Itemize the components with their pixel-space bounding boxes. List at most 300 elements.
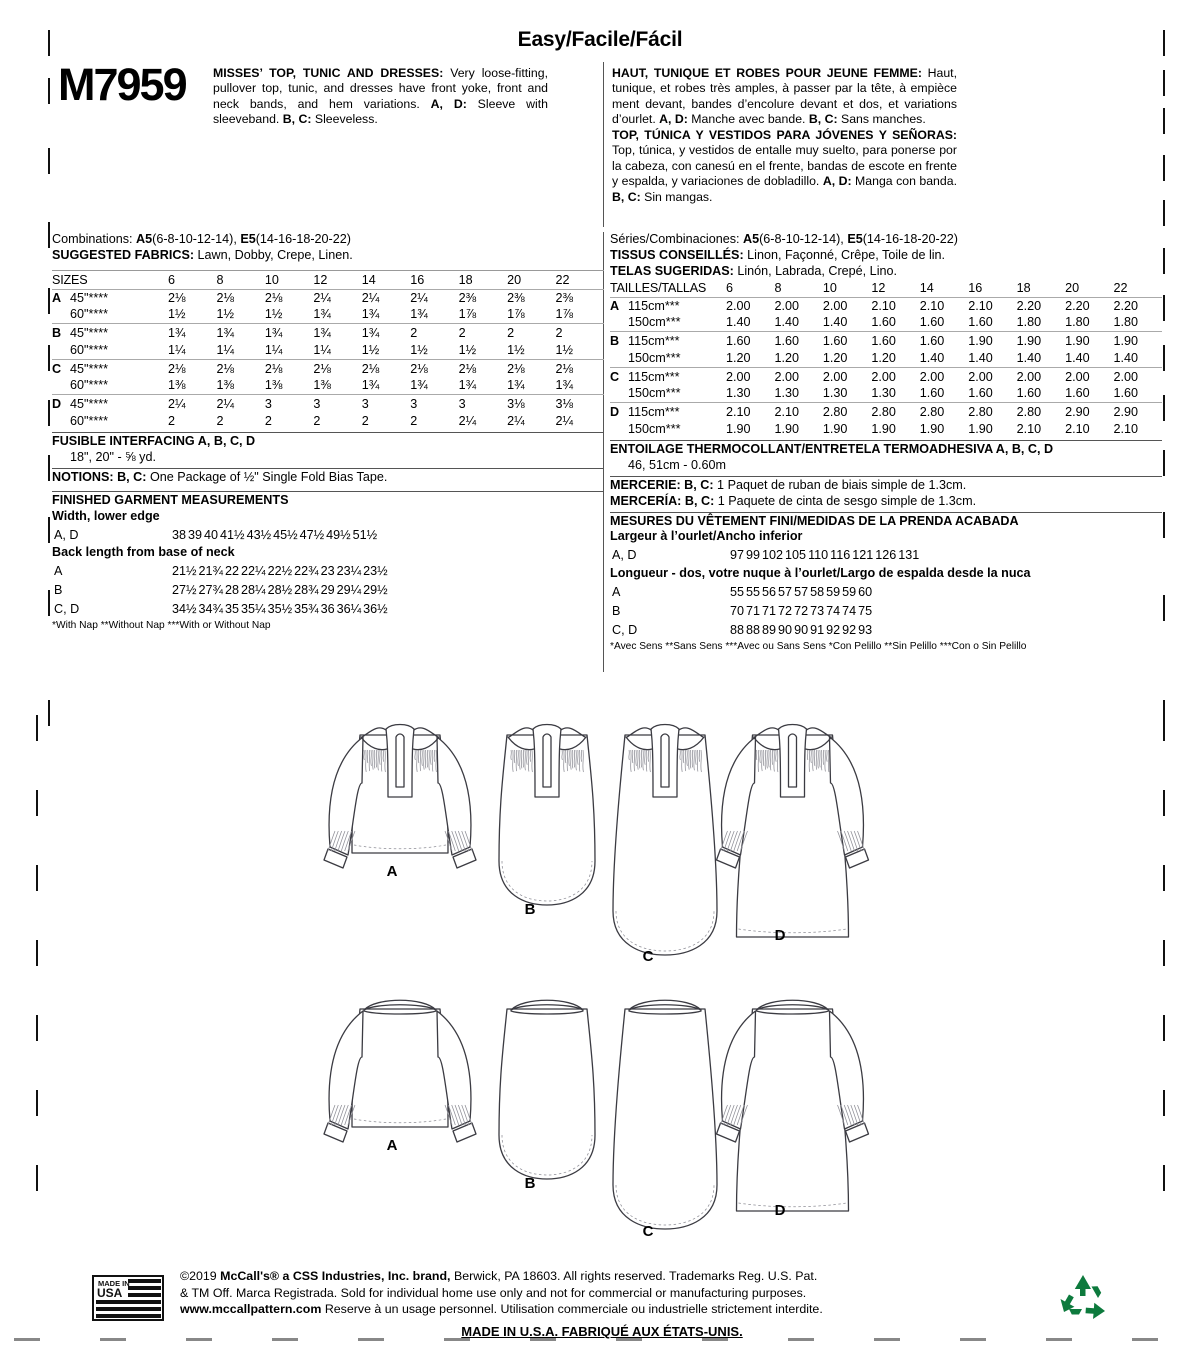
measurement-value: 36½ bbox=[363, 601, 388, 616]
yardage-value: 2¼ bbox=[555, 413, 574, 428]
crop-tick bbox=[14, 1338, 40, 1341]
yardage-value: 3 bbox=[313, 395, 361, 413]
view-letter: A bbox=[52, 290, 62, 305]
combo-e5-right: E5 bbox=[847, 232, 863, 246]
view-letter: B bbox=[52, 324, 70, 342]
measurement-value: 72 bbox=[778, 603, 793, 618]
measurement-value: 71 bbox=[746, 603, 761, 618]
yardage-value: 1⅜ bbox=[313, 378, 331, 393]
yardage-value: 2.10 bbox=[968, 298, 993, 313]
table-row bbox=[610, 421, 1162, 438]
yardage-value: 2 bbox=[507, 324, 555, 342]
svg-text:MADE IN: MADE IN bbox=[98, 1279, 130, 1288]
fgm-width-title-left: Width, lower edge bbox=[52, 508, 160, 523]
yardage-value: 2 bbox=[556, 324, 605, 342]
size-column-header: 12 bbox=[313, 272, 361, 289]
fabric-width-label: 115cm*** bbox=[628, 403, 726, 421]
nap-footnote-right: *Avec Sens **Sans Sens ***Avec ou Sans Sens *Con Pelillo **Sin Pelillo ***Con o Sin Pelillo bbox=[610, 641, 1027, 653]
description-french-ad: A, D: bbox=[659, 112, 688, 127]
figure-label-d: D bbox=[774, 1202, 786, 1219]
fgm-length-table-metric bbox=[610, 582, 874, 640]
table-row bbox=[52, 342, 604, 359]
measurement-value: 23½ bbox=[363, 564, 388, 579]
measurement-value: 36 bbox=[320, 601, 335, 616]
crop-tick bbox=[48, 517, 50, 543]
yardage-value: 1¾ bbox=[555, 378, 574, 393]
view-letter bbox=[610, 421, 628, 438]
yardage-value: 2 bbox=[361, 413, 369, 428]
table-row bbox=[610, 403, 1162, 421]
table-row bbox=[54, 582, 388, 599]
size-column-header: 10 bbox=[823, 280, 871, 297]
yardage-value: 1¼ bbox=[264, 342, 283, 357]
yardage-value: 1¾ bbox=[313, 307, 331, 322]
yardage-value: 1¾ bbox=[361, 307, 380, 322]
fabrics-spanish-label: TELAS SUGERIDAS: bbox=[610, 263, 734, 278]
yardage-value: 1.90 bbox=[968, 332, 1016, 350]
page-title: M7959 bbox=[58, 59, 186, 110]
measurement-value: 60 bbox=[858, 585, 873, 600]
interfacing-title-right: ENTOILAGE THERMOCOLLANT/ENTRETELA TERMOADHESIVA A, B, C, D bbox=[610, 441, 1054, 456]
view-letter bbox=[610, 350, 628, 367]
measurement-row-label: B bbox=[54, 582, 63, 597]
website-link[interactable]: www.mccallpattern.com bbox=[180, 1302, 322, 1316]
crop-tick bbox=[48, 222, 50, 248]
notions-french-label: MERCERIE: bbox=[610, 477, 681, 492]
fgm-title-right: MESURES DU VÊTEMENT FINI/MEDIDAS DE LA PRENDA ACABADA bbox=[610, 513, 1019, 528]
figure-label-c: C bbox=[642, 1223, 654, 1240]
view-letter: C bbox=[610, 367, 628, 385]
yardage-value: 2.80 bbox=[871, 403, 919, 421]
measurement-value: 35½ bbox=[267, 601, 293, 616]
view-letter bbox=[610, 385, 628, 402]
view-letter bbox=[52, 342, 70, 359]
measurement-value: 35¾ bbox=[294, 601, 319, 616]
yardage-value: 1.40 bbox=[1065, 350, 1090, 365]
crop-tick bbox=[1163, 450, 1165, 476]
crop-tick bbox=[48, 148, 50, 174]
crop-tick bbox=[1163, 395, 1165, 421]
size-column-header: 8 bbox=[216, 272, 264, 289]
table-row bbox=[610, 332, 1162, 350]
yardage-value: 1.40 bbox=[774, 315, 799, 330]
measurement-row-label: C, D bbox=[54, 601, 80, 616]
yardage-value: 1.90 bbox=[871, 421, 896, 436]
yardage-value: 1.90 bbox=[1017, 332, 1065, 350]
table-row bbox=[612, 603, 872, 620]
table-header-row bbox=[52, 272, 604, 289]
yardage-value: 1½ bbox=[264, 307, 283, 322]
notions-spanish-value: 1 Paquete de cinta de sesgo simple de 1.3cm. bbox=[714, 493, 977, 508]
yardage-value: 2⅛ bbox=[556, 359, 605, 377]
fabrics-french-label: TISSUS CONSEILLÉS: bbox=[610, 247, 744, 262]
yardage-value: 2.20 bbox=[1113, 298, 1139, 313]
yardage-value: 1.90 bbox=[968, 421, 993, 436]
measurement-value: 102 bbox=[762, 548, 784, 563]
fgm-length-title-right: Longueur - dos, votre nuque à l’ourlet/Largo de espalda desde la nuca bbox=[610, 566, 1031, 581]
yardage-value: 2 bbox=[264, 413, 272, 428]
divider bbox=[52, 270, 604, 271]
measurement-value: 91 bbox=[810, 622, 825, 637]
yardage-value: 1.60 bbox=[919, 386, 945, 401]
yardage-table-imperial bbox=[52, 272, 604, 430]
size-column-header: 16 bbox=[968, 280, 1016, 297]
yardage-value: 2.20 bbox=[1016, 298, 1042, 313]
description-english bbox=[213, 66, 548, 128]
yardage-value: 2.00 bbox=[1114, 367, 1163, 385]
measurement-value: 29¼ bbox=[336, 582, 362, 597]
description-french-bc: B, C: bbox=[808, 112, 838, 127]
divider bbox=[610, 476, 1162, 477]
copyright-line-3-rest: Reserve à un usage personnel. Utilisation commerciale ou industrielle strictement interdite. bbox=[321, 1302, 823, 1316]
yardage-value: 2.80 bbox=[823, 403, 871, 421]
yardage-value: 1.60 bbox=[871, 332, 919, 350]
yardage-value: 1.60 bbox=[871, 315, 896, 330]
yardage-value: 1½ bbox=[168, 307, 186, 322]
fabric-width-label: 45"**** bbox=[70, 395, 168, 413]
measurement-value: 110 bbox=[808, 548, 829, 563]
size-column-header: 14 bbox=[920, 280, 968, 297]
yardage-value: 1⅞ bbox=[555, 307, 574, 322]
measurement-value: 71 bbox=[762, 603, 777, 618]
yardage-value: 2 bbox=[313, 413, 321, 428]
measurement-value: 55 bbox=[730, 585, 745, 600]
yardage-value: 1¾ bbox=[362, 324, 410, 342]
notions-spanish-views: B, C: bbox=[684, 493, 715, 508]
yardage-value: 1.40 bbox=[822, 315, 848, 330]
view-letter: A bbox=[610, 298, 620, 313]
yardage-value: 2.10 bbox=[1016, 421, 1042, 436]
brand-name: McCall's® a CSS Industries, Inc. brand, bbox=[220, 1269, 451, 1283]
measurement-value: 22½ bbox=[267, 564, 293, 579]
measurement-value: 45½ bbox=[273, 527, 298, 542]
yardage-value: 1.90 bbox=[774, 421, 799, 436]
footer bbox=[92, 1268, 1112, 1358]
measurement-row-label: B bbox=[612, 603, 621, 618]
size-column-header: 6 bbox=[168, 272, 216, 289]
suggested-fabrics-value: Lawn, Dobby, Crepe, Linen. bbox=[194, 247, 353, 262]
yardage-value: 2.00 bbox=[1017, 367, 1065, 385]
yardage-value: 1¾ bbox=[313, 324, 361, 342]
view-letter bbox=[52, 413, 70, 430]
notions-value: One Package of ½" Single Fold Bias Tape. bbox=[146, 469, 388, 484]
yardage-value: 2.00 bbox=[968, 367, 1016, 385]
metric-info-panel bbox=[610, 232, 1162, 654]
svg-text:USA: USA bbox=[97, 1286, 123, 1300]
size-column-header: 22 bbox=[1114, 280, 1163, 297]
view-letter bbox=[52, 306, 70, 323]
figure-label-a: A bbox=[386, 1137, 398, 1154]
yardage-value: 2¼ bbox=[458, 413, 477, 428]
fabrics-french-line bbox=[610, 248, 1162, 264]
yardage-value: 2.00 bbox=[726, 298, 751, 313]
description-spanish-ad-text: Manga con banda. bbox=[851, 174, 957, 189]
measurement-value: 57 bbox=[794, 585, 809, 600]
combo-a5-right: A5 bbox=[743, 232, 760, 246]
yardage-value: 1.90 bbox=[726, 421, 751, 436]
yardage-value: 1¾ bbox=[361, 378, 380, 393]
figure-label-d: D bbox=[774, 927, 786, 944]
copyright-text bbox=[180, 1268, 1040, 1318]
fgm-length-table-imperial bbox=[52, 561, 390, 619]
combinations-label-left: Combinations: bbox=[52, 232, 133, 246]
sizes-header: TAILLES/TALLAS bbox=[610, 280, 726, 297]
measurement-value: 28¾ bbox=[294, 582, 319, 597]
divider bbox=[610, 512, 1162, 513]
crop-tick bbox=[1163, 512, 1165, 538]
yardage-value: 1.90 bbox=[1114, 332, 1163, 350]
description-english-title: MISSES’ TOP, TUNIC AND DRESSES: bbox=[213, 66, 444, 80]
copyright-line-3 bbox=[180, 1301, 1040, 1318]
column-divider-top bbox=[603, 62, 604, 227]
combo-e5-left: E5 bbox=[240, 232, 256, 246]
difficulty-label: Easy/Facile/Fácil bbox=[517, 28, 683, 51]
measurement-row-label: C, D bbox=[612, 622, 638, 637]
yardage-value: 1.80 bbox=[1065, 315, 1090, 330]
combo-a5-left: A5 bbox=[136, 232, 153, 246]
crop-tick bbox=[48, 288, 50, 314]
yardage-value: 1⅞ bbox=[507, 307, 525, 322]
yardage-value: 2.00 bbox=[774, 298, 799, 313]
yardage-value: 1.30 bbox=[726, 386, 751, 401]
description-english-body: Very loose-fitting, pullover top, tunic, and dresses have front yoke, front and neck bands, and hem variations. bbox=[213, 66, 548, 111]
description-english-ad: A, D: bbox=[430, 96, 467, 111]
yardage-value: 2⅛ bbox=[216, 359, 264, 377]
fabric-width-label: 150cm*** bbox=[628, 421, 681, 436]
divider bbox=[610, 440, 1162, 441]
view-letter: B bbox=[610, 332, 628, 350]
yardage-value: 1.90 bbox=[919, 421, 945, 436]
view-letter: D bbox=[52, 395, 70, 413]
yardage-value: 2.10 bbox=[1065, 421, 1090, 436]
description-french-spanish bbox=[612, 66, 957, 205]
copyright-symbol-year: ©2019 bbox=[180, 1269, 221, 1283]
nap-footnote-left: *With Nap **Without Nap ***With or Without Nap bbox=[52, 620, 271, 632]
measurement-value: 35¼ bbox=[241, 601, 266, 616]
yardage-value: 2⅛ bbox=[216, 290, 234, 305]
description-english-bc-text: Sleeveless. bbox=[311, 112, 378, 127]
measurement-value: 34¾ bbox=[198, 601, 224, 616]
yardage-value: 2⅜ bbox=[507, 290, 525, 305]
measurement-value: 89 bbox=[762, 622, 777, 637]
fabric-width-label: 115cm*** bbox=[628, 367, 726, 385]
yardage-value: 1.60 bbox=[920, 332, 968, 350]
measurement-value: 73 bbox=[810, 603, 825, 618]
description-french-bc-text: Sans manches. bbox=[837, 112, 926, 127]
yardage-value: 2⅛ bbox=[265, 359, 313, 377]
yardage-value: 2¼ bbox=[507, 413, 525, 428]
yardage-value: 2⅜ bbox=[458, 290, 477, 305]
yardage-value: 2.10 bbox=[919, 298, 945, 313]
description-spanish-ad: A, D: bbox=[822, 174, 852, 189]
view-letter bbox=[52, 377, 70, 394]
table-row bbox=[610, 314, 1162, 331]
notions-french-views: B, C: bbox=[684, 477, 714, 492]
yardage-value: 1.20 bbox=[726, 350, 751, 365]
measurement-value: 29½ bbox=[363, 582, 388, 597]
combinations-line-right bbox=[610, 232, 1162, 248]
measurement-value: 22¾ bbox=[294, 564, 319, 579]
yardage-value: 2 bbox=[216, 413, 224, 428]
yardage-value: 2.00 bbox=[774, 367, 822, 385]
size-column-header: 16 bbox=[410, 272, 458, 289]
measurement-value: 27½ bbox=[172, 582, 197, 597]
measurement-value: 74 bbox=[842, 603, 857, 618]
notions-views: B, C: bbox=[117, 469, 147, 484]
measurement-value: 34½ bbox=[172, 601, 197, 616]
divider bbox=[52, 468, 604, 469]
measurement-value: 23 bbox=[320, 564, 335, 579]
yardage-value: 1.40 bbox=[968, 350, 993, 365]
table-row bbox=[610, 385, 1162, 402]
made-in-usa-text: MADE IN U.S.A. FABRIQUÉ AUX ÉTATS-UNIS. bbox=[461, 1324, 743, 1339]
combinations-label-right: Séries/Combinaciones: bbox=[610, 232, 740, 246]
notions-french-value: 1 Paquet de ruban de biais simple de 1.3cm. bbox=[713, 477, 967, 492]
fabric-width-label: 45"**** bbox=[70, 324, 168, 342]
measurement-value: 41½ bbox=[220, 527, 245, 542]
table-row bbox=[54, 563, 388, 580]
yardage-value: 1.40 bbox=[1016, 350, 1042, 365]
figure-label-b: B bbox=[524, 1175, 536, 1192]
yardage-value: 1¾ bbox=[507, 378, 525, 393]
description-spanish-body: Top, túnica, y vestidos de entalle muy suelto, para ponerse por la cabeza, con canesú en el frente, bandas de escote en frente y espalda, y variaciones de dobladillo. bbox=[612, 143, 957, 189]
fabric-width-label: 60"**** bbox=[70, 413, 109, 428]
yardage-value: 2.10 bbox=[871, 298, 896, 313]
fabrics-french-value: Linon, Façonné, Crêpe, Toile de lin. bbox=[743, 247, 946, 262]
measurement-value: 36¼ bbox=[336, 601, 362, 616]
table-row bbox=[612, 584, 872, 601]
made-in-usa-flag-icon bbox=[92, 1274, 164, 1322]
yardage-value: 2¼ bbox=[361, 290, 380, 305]
yardage-value: 3⅛ bbox=[507, 395, 555, 413]
size-column-header: 6 bbox=[726, 280, 774, 297]
yardage-value: 1¾ bbox=[458, 378, 477, 393]
copyright-line-1 bbox=[180, 1268, 1040, 1285]
yardage-value: 1½ bbox=[507, 342, 525, 357]
yardage-value: 1.30 bbox=[822, 386, 848, 401]
measurement-value: 72 bbox=[794, 603, 809, 618]
measurement-value: 116 bbox=[830, 548, 851, 563]
yardage-value: 2¼ bbox=[410, 290, 428, 305]
recycle-icon bbox=[1058, 1272, 1110, 1324]
yardage-value: 2.80 bbox=[920, 403, 968, 421]
yardage-value: 2 bbox=[410, 413, 418, 428]
combo-a5-sizes-right: (6-8-10-12-14), bbox=[759, 232, 844, 246]
garment-figure-sleeved-dress-back bbox=[690, 983, 895, 1263]
yardage-value: 1⅜ bbox=[168, 378, 186, 393]
notions-label: NOTIONS: bbox=[52, 469, 114, 484]
crop-tick bbox=[48, 345, 50, 371]
yardage-value: 1.30 bbox=[774, 386, 799, 401]
yardage-value: 1.20 bbox=[871, 350, 896, 365]
yardage-value: 2 bbox=[168, 413, 176, 428]
measurement-value: 51½ bbox=[352, 527, 378, 542]
yardage-value: 1¼ bbox=[313, 342, 331, 357]
yardage-value: 2.00 bbox=[920, 367, 968, 385]
yardage-value: 2.10 bbox=[726, 403, 774, 421]
combo-e5-sizes-right: (14-16-18-20-22) bbox=[862, 232, 958, 246]
figure-label-c: C bbox=[642, 948, 654, 965]
yardage-value: 1¾ bbox=[410, 307, 428, 322]
yardage-value: 1.40 bbox=[726, 315, 751, 330]
yardage-value: 1¾ bbox=[410, 378, 428, 393]
yardage-value: 1½ bbox=[361, 342, 380, 357]
fabric-width-label: 115cm*** bbox=[628, 298, 680, 313]
yardage-table-metric bbox=[610, 280, 1162, 438]
yardage-value: 2 bbox=[459, 324, 507, 342]
measurement-value: 29 bbox=[320, 582, 335, 597]
yardage-value: 2.10 bbox=[774, 403, 822, 421]
measurement-value: 92 bbox=[826, 622, 841, 637]
yardage-value: 2⅛ bbox=[264, 290, 283, 305]
measurement-value: 40 bbox=[204, 527, 219, 542]
yardage-value: 2⅛ bbox=[362, 359, 410, 377]
measurement-row-label: A, D bbox=[612, 548, 637, 563]
measurement-value: 131 bbox=[898, 548, 920, 563]
description-spanish-bc: B, C: bbox=[612, 189, 641, 204]
combinations-line-left bbox=[52, 232, 604, 248]
measurement-value: 58 bbox=[810, 585, 825, 600]
crop-tick bbox=[1163, 248, 1165, 274]
view-letter: D bbox=[610, 403, 628, 421]
measurement-value: 56 bbox=[762, 585, 777, 600]
size-column-header: 18 bbox=[459, 272, 507, 289]
size-column-header: 14 bbox=[362, 272, 410, 289]
notions-french-line bbox=[610, 478, 1162, 494]
fusible-interfacing-title: FUSIBLE INTERFACING A, B, C, D bbox=[52, 433, 256, 448]
measurement-value: 90 bbox=[778, 622, 793, 637]
yardage-value: 2⅛ bbox=[459, 359, 507, 377]
crop-tick bbox=[1163, 295, 1165, 321]
measurement-value: 21¾ bbox=[198, 564, 224, 579]
measurement-value: 55 bbox=[746, 585, 761, 600]
measurement-value: 90 bbox=[794, 622, 809, 637]
measurement-value: 22 bbox=[225, 564, 240, 579]
fabric-width-label: 150cm*** bbox=[628, 315, 681, 330]
yardage-value: 1.60 bbox=[968, 386, 993, 401]
yardage-value: 1¼ bbox=[216, 342, 234, 357]
crop-tick bbox=[48, 455, 50, 481]
measurement-value: 75 bbox=[858, 603, 873, 618]
figure-label-b: B bbox=[524, 901, 536, 918]
description-french-body: Haut, tunique, et robes très amples, à passer par la tête, à empièce ment devant, bandes d’encolure devant et dos, et variations d’ourlet. bbox=[612, 66, 957, 127]
table-row bbox=[610, 350, 1162, 367]
yardage-value: 1¼ bbox=[168, 342, 186, 357]
view-letter bbox=[610, 314, 628, 331]
yardage-value: 1.80 bbox=[1016, 315, 1042, 330]
crop-tick bbox=[1163, 155, 1165, 181]
yardage-value: 2¼ bbox=[313, 290, 331, 305]
yardage-value: 3 bbox=[362, 395, 410, 413]
table-row bbox=[52, 324, 604, 342]
yardage-value: 1⅞ bbox=[458, 307, 477, 322]
suggested-fabrics-line bbox=[52, 248, 604, 264]
yardage-value: 2.90 bbox=[1114, 403, 1163, 421]
yardage-value: 2.00 bbox=[726, 367, 774, 385]
crop-tick bbox=[1163, 595, 1165, 621]
measurement-value: 74 bbox=[826, 603, 841, 618]
yardage-value: 1½ bbox=[555, 342, 574, 357]
yardage-value: 3⅛ bbox=[556, 395, 605, 413]
measurement-value: 28¼ bbox=[241, 582, 266, 597]
suggested-fabrics-label: SUGGESTED FABRICS: bbox=[52, 247, 195, 262]
crop-tick bbox=[1163, 108, 1165, 134]
garment-illustrations bbox=[0, 695, 1200, 1265]
table-row bbox=[52, 413, 604, 430]
fabrics-spanish-value: Linón, Labrada, Crepé, Lino. bbox=[733, 263, 897, 278]
yardage-value: 1½ bbox=[216, 307, 234, 322]
fgm-width-table-imperial bbox=[52, 525, 379, 546]
